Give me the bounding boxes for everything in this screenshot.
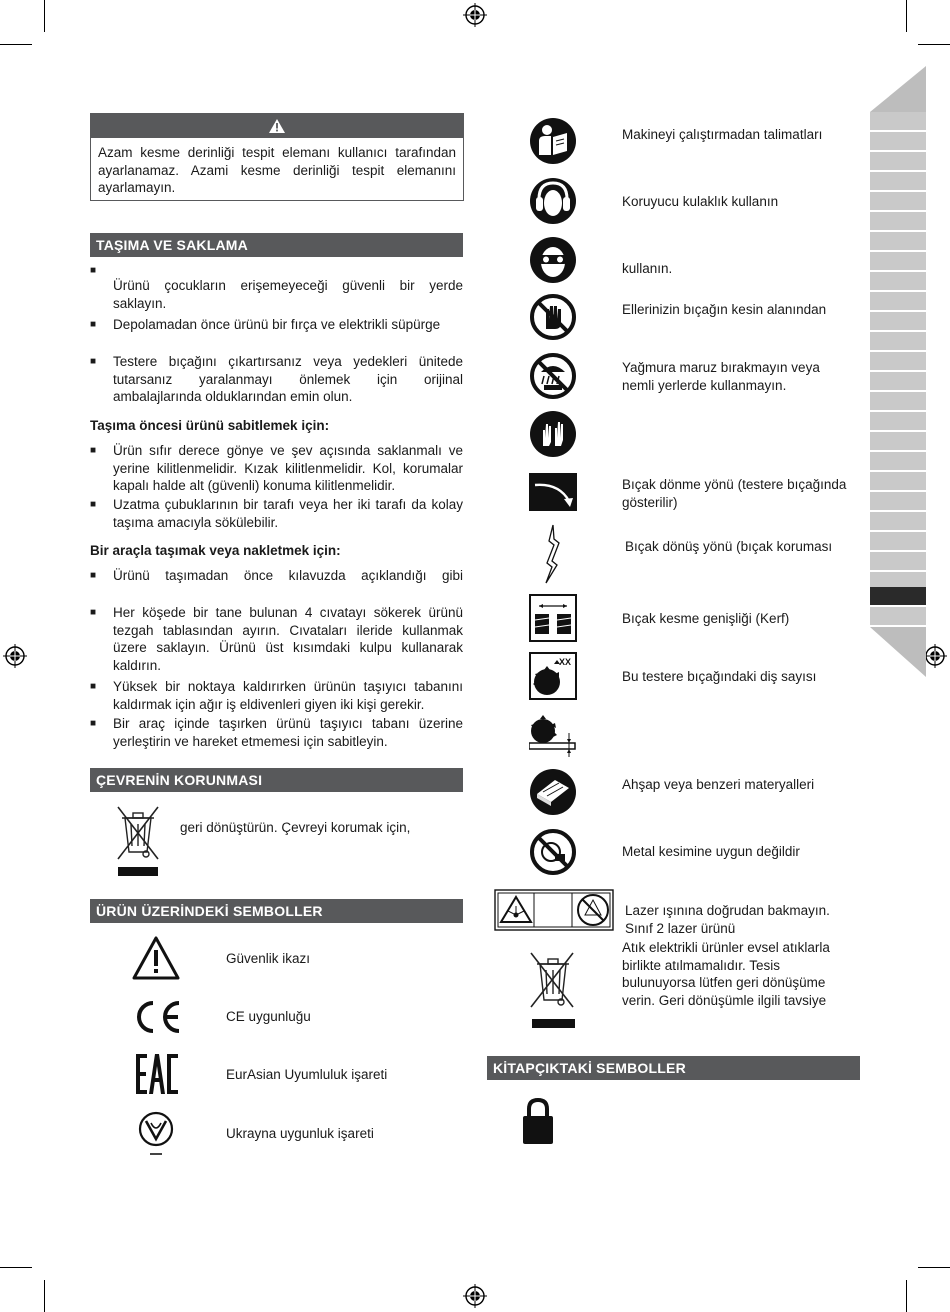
warning-box-header: [91, 114, 463, 138]
transport-bullet-1: Ürünü çocukların erişemeyeceği güvenli bir yerde saklayın.: [113, 278, 463, 311]
kerf-width-icon: [529, 594, 577, 642]
bullet-icon: ■: [90, 445, 97, 456]
warning-triangle-icon: [268, 118, 286, 134]
right-symbol-label-10: Bu testere bıçağındaki diş sayısı: [622, 669, 817, 684]
blade-depth-icon: [529, 713, 577, 759]
laser-warning-icon: [494, 889, 614, 931]
section-title-booklet-symbols: KİTAPÇIKTAKİ SEMBOLLER: [487, 1056, 860, 1080]
no-metal-icon: [529, 828, 577, 876]
right-symbol-label-3: kullanın.: [622, 261, 673, 276]
weee-bin-icon: [112, 804, 162, 878]
eye-protection-icon: [529, 236, 577, 284]
right-symbol-label-1: Makineyi çalıştırmadan talimatları: [622, 127, 823, 142]
bullet-icon: ■: [90, 356, 97, 367]
blade-rotation-icon: [541, 523, 563, 585]
warning-box-text: Azam kesme derinliği tespit elemanı kullanıcı tarafından ayarlanamaz. Azami kesme derinliği tespit elemanını ayarlamayın.: [98, 145, 456, 195]
transport-bullet-3: Testere bıçağını çıkartırsanız veya yedekleri ünitede tutarsanız yaralanmayı önlemek için orijinal ambalajlarında olduklarından emin olun.: [113, 354, 463, 404]
language-tab-strip: [870, 112, 926, 627]
environment-text: geri dönüştürün. Çevreyi korumak için,: [180, 820, 411, 835]
safety-warning-icon: [131, 935, 181, 981]
product-symbol-label-1: Güvenlik ikazı: [226, 951, 311, 966]
right-symbol-label-9: Bıçak kesme genişliği (Kerf): [622, 611, 790, 626]
product-symbol-label-2: CE uygunluğu: [226, 1009, 311, 1024]
registration-mark-right: [923, 644, 947, 668]
registration-mark-bottom: [463, 1284, 487, 1308]
bullet-icon: ■: [90, 319, 97, 330]
no-hands-icon: [529, 293, 577, 341]
teeth-count-badge: XX: [558, 657, 572, 667]
right-symbol-label-7: Bıçak dönme yönü (testere bıçağında gösterilir): [622, 477, 847, 510]
transport-subheading-2: Bir araçla taşımak veya nakletmek için:: [90, 543, 341, 558]
right-symbol-label-4: Ellerinizin bıçağın kesin alanından: [622, 302, 827, 317]
section-title-product-symbols: ÜRÜN ÜZERİNDEKİ SEMBOLLER: [90, 899, 463, 923]
weee-bin-icon: [527, 950, 577, 1030]
section-title-environment: ÇEVRENİN KORUNMASI: [90, 768, 463, 792]
language-tab-active: [870, 587, 926, 605]
bullet-icon: ■: [90, 570, 97, 581]
transport-sub2-bullet-4: Bir araç içinde taşırken ürünü taşıyıcı tabanı üzerine yerleştirin ve hareket etmemesi için sabitleyin.: [113, 716, 463, 749]
right-symbol-label-8: Bıçak dönüş yönü (bıçak koruması: [625, 539, 833, 554]
bullet-icon: ■: [90, 718, 97, 729]
bullet-icon: ■: [90, 499, 97, 510]
transport-sub2-bullet-3: Yüksek bir noktaya kaldırırken ürünün taşıyıcı tabanını kaldırmak için ağır iş eldivenleri giyen iki kişi gerekir.: [113, 679, 463, 712]
teeth-count-icon: [529, 652, 577, 700]
padlock-icon: [522, 1097, 554, 1145]
bullet-icon: ■: [90, 607, 97, 618]
bullet-icon: ■: [90, 681, 97, 692]
right-symbol-label-13: Metal kesimine uygun değildir: [622, 844, 800, 859]
tab-strip-bottom-triangle: [870, 627, 926, 677]
rotation-direction-icon: [529, 473, 577, 511]
transport-sub2-bullet-2: Her köşede bir tane bulunan 4 cıvatayı sökerek ürünü tezgah tablasından ayırın. Cıvataları ileride kullanmak üzere saklayın. Ürünü üst kısımdaki kulpu kullanarak kaldırın.: [113, 605, 463, 673]
registration-mark-top: [463, 3, 487, 27]
transport-sub1-bullet-1: Ürün sıfır derece gönye ve şev açısında saklanmalı ve yerine kilitlenmelidir. Kızak kilitlenmelidir. Kol, korumalar kapalı halde alt (güvenli) konuma kilitlenmelidir.: [113, 443, 463, 493]
right-symbol-label-5: Yağmura maruz bırakmayın veya nemli yerlerde kullanmayın.: [622, 360, 820, 393]
ce-mark-icon: [131, 998, 183, 1036]
ukraine-mark-icon: [135, 1109, 177, 1157]
bullet-icon: ■: [90, 265, 97, 276]
read-manual-icon: [529, 117, 577, 165]
transport-sub1-bullet-2: Uzatma çubuklarının bir tarafı veya her iki tarafı da kolay taşıma amacıyla sökülebilir.: [113, 497, 463, 530]
no-rain-icon: [529, 352, 577, 400]
product-symbol-label-3: EurAsian Uyumluluk işareti: [226, 1067, 388, 1082]
right-symbol-label-15: Atık elektrikli ürünler evsel atıklarla birlikte atılmamalıdır. Tesis bulunuyorsa lütfen geri dönüşüme verin. Geri dönüşümle ilgili tavsiye: [622, 940, 830, 1008]
transport-subheading-1: Taşıma öncesi ürünü sabitlemek için:: [90, 418, 330, 433]
right-symbol-label-2: Koruyucu kulaklık kullanın: [622, 194, 779, 209]
transport-sub2-bullet-1: Ürünü taşımadan önce kılavuzda açıklandığı gibi: [113, 568, 463, 583]
warning-box: [90, 113, 464, 201]
wood-material-icon: [529, 768, 577, 816]
eac-mark-icon: [135, 1052, 179, 1096]
right-symbol-label-12: Ahşap veya benzeri materyalleri: [622, 777, 815, 792]
tab-strip-top-triangle: [870, 66, 926, 112]
product-symbol-label-4: Ukrayna uygunluk işareti: [226, 1126, 374, 1141]
registration-mark-left: [3, 644, 27, 668]
ear-protection-icon: [529, 177, 577, 225]
transport-bullet-2: Depolamadan önce ürünü bir fırça ve elektrikli süpürge: [113, 317, 441, 332]
section-title-transport: TAŞIMA VE SAKLAMA: [90, 233, 463, 257]
right-symbol-label-14: Lazer ışınına doğrudan bakmayın. Sınıf 2 lazer ürünü: [625, 903, 830, 936]
gloves-icon: [529, 410, 577, 458]
